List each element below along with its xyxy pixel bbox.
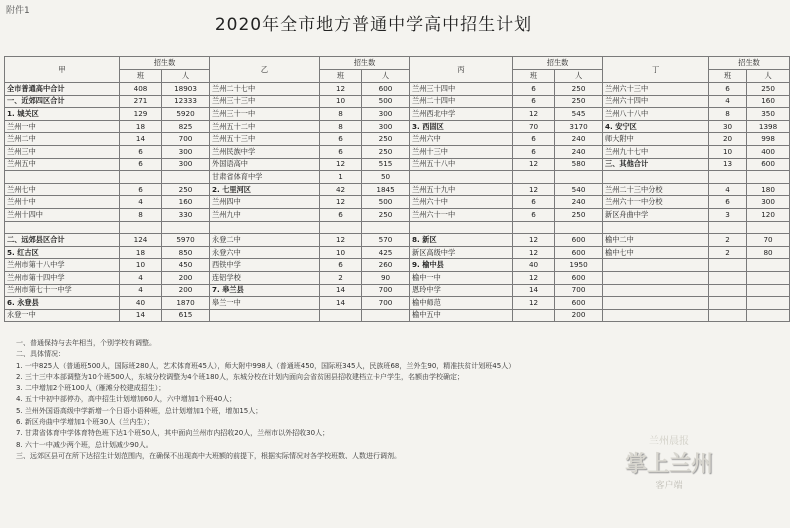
note-line: 1. 一中825人（普通班500人，国际班280人，艺术体育班45人），师大附中998人（普通班450，国际班345人，民族班68，兰外生90，精准扶贫计划班45人） <box>16 361 516 370</box>
number-cell: 600 <box>555 297 603 310</box>
number-cell: 1950 <box>555 259 603 272</box>
school-cell: 皋兰一中 <box>210 297 320 310</box>
school-cell: 兰州三十一中 <box>210 108 320 121</box>
table-row <box>5 259 790 272</box>
col-header: 招生数 <box>120 57 210 70</box>
school-cell: 兰州六十一中分校 <box>603 196 709 209</box>
number-cell: 5970 <box>162 234 210 247</box>
number-cell <box>747 259 790 272</box>
number-cell: 6 <box>513 95 555 108</box>
number-cell <box>320 309 362 322</box>
table-row <box>5 208 790 221</box>
number-cell: 500 <box>362 95 410 108</box>
number-cell: 6 <box>513 196 555 209</box>
number-cell <box>709 297 747 310</box>
number-cell: 998 <box>747 133 790 146</box>
school-cell: 兰州五十九中 <box>410 183 513 196</box>
number-cell: 6 <box>320 133 362 146</box>
col-header: 招生数 <box>513 57 603 70</box>
number-cell: 1398 <box>747 120 790 133</box>
number-cell: 540 <box>555 183 603 196</box>
number-cell: 300 <box>362 108 410 121</box>
number-cell: 450 <box>162 259 210 272</box>
number-cell <box>747 171 790 184</box>
number-cell: 12 <box>513 158 555 171</box>
sub-header: 人 <box>747 70 790 83</box>
number-cell: 12333 <box>162 95 210 108</box>
number-cell: 4 <box>120 196 162 209</box>
watermark-logo <box>610 426 728 516</box>
school-cell: 二、远郊县区合计 <box>5 234 120 247</box>
header-row <box>5 57 790 70</box>
col-header: 招生数 <box>709 57 790 70</box>
school-cell: 连铝学校 <box>210 271 320 284</box>
school-cell: 永登一中 <box>5 309 120 322</box>
number-cell <box>747 297 790 310</box>
school-cell: 外国语高中 <box>210 158 320 171</box>
number-cell: 700 <box>555 284 603 297</box>
table-row <box>5 297 790 310</box>
school-cell: 恩玲中学 <box>410 284 513 297</box>
number-cell <box>120 221 162 234</box>
school-cell: 榆中一中 <box>410 271 513 284</box>
number-cell: 12 <box>320 234 362 247</box>
number-cell <box>362 309 410 322</box>
number-cell: 425 <box>362 246 410 259</box>
number-cell: 6 <box>513 145 555 158</box>
number-cell: 350 <box>747 108 790 121</box>
school-cell <box>210 309 320 322</box>
number-cell: 120 <box>747 208 790 221</box>
number-cell: 240 <box>555 133 603 146</box>
school-cell: 兰州十中 <box>5 196 120 209</box>
note-line: 6. 新区舟曲中学增加1个班30人（兰内生）； <box>16 418 154 427</box>
number-cell: 10 <box>120 259 162 272</box>
table-row <box>5 183 790 196</box>
sub-header: 班 <box>513 70 555 83</box>
school-cell: 榆中师范 <box>410 297 513 310</box>
school-cell <box>603 284 709 297</box>
number-cell: 2 <box>709 246 747 259</box>
number-cell: 300 <box>747 196 790 209</box>
number-cell: 260 <box>362 259 410 272</box>
school-cell: 新区高级中学 <box>410 246 513 259</box>
school-cell: 新区舟曲中学 <box>603 208 709 221</box>
number-cell <box>513 171 555 184</box>
number-cell <box>162 171 210 184</box>
number-cell: 250 <box>555 208 603 221</box>
school-cell: 甘肃省体育中学 <box>210 171 320 184</box>
school-cell: 兰州七中 <box>5 183 120 196</box>
number-cell: 8 <box>120 208 162 221</box>
number-cell: 250 <box>362 208 410 221</box>
school-cell <box>410 171 513 184</box>
number-cell: 6 <box>709 83 747 96</box>
number-cell: 8 <box>320 120 362 133</box>
number-cell: 10 <box>709 145 747 158</box>
table-row <box>5 196 790 209</box>
watermark-text: 兰州晨报 <box>649 436 689 447</box>
note-line: 二、具体情况： <box>16 350 65 359</box>
school-cell: 兰州五中 <box>5 158 120 171</box>
number-cell: 600 <box>555 234 603 247</box>
number-cell: 12 <box>320 158 362 171</box>
number-cell: 200 <box>162 284 210 297</box>
number-cell: 70 <box>513 120 555 133</box>
number-cell: 1870 <box>162 297 210 310</box>
school-cell: 榆中五中 <box>410 309 513 322</box>
school-cell: 兰州五十八中 <box>410 158 513 171</box>
number-cell: 6 <box>513 133 555 146</box>
school-cell <box>603 171 709 184</box>
number-cell <box>747 221 790 234</box>
number-cell: 14 <box>513 284 555 297</box>
number-cell: 2 <box>709 234 747 247</box>
table-row <box>5 171 790 184</box>
number-cell: 14 <box>120 309 162 322</box>
school-cell: 6. 永登县 <box>5 297 120 310</box>
number-cell: 2 <box>320 271 362 284</box>
school-cell: 兰州六中 <box>410 133 513 146</box>
number-cell: 6 <box>320 208 362 221</box>
number-cell <box>747 284 790 297</box>
school-cell: 兰州五十二中 <box>210 120 320 133</box>
note-line: 4. 五十中初中部停办，高中招生计划增加60人，六中增加1个班40人； <box>16 395 237 404</box>
table-row <box>5 284 790 297</box>
attachment-label: 附件1 <box>6 6 30 16</box>
col-header: 丙 <box>410 57 513 83</box>
school-cell: 兰州市第七十一中学 <box>5 284 120 297</box>
table-row <box>5 246 790 259</box>
sub-header: 班 <box>709 70 747 83</box>
school-cell: 兰州六十中 <box>410 196 513 209</box>
number-cell: 6 <box>320 145 362 158</box>
number-cell: 3 <box>709 208 747 221</box>
school-cell: 兰州二十四中 <box>410 95 513 108</box>
number-cell: 160 <box>162 196 210 209</box>
sub-header: 班 <box>320 70 362 83</box>
number-cell: 14 <box>320 297 362 310</box>
number-cell: 271 <box>120 95 162 108</box>
number-cell <box>709 171 747 184</box>
number-cell: 13 <box>709 158 747 171</box>
number-cell: 3170 <box>555 120 603 133</box>
number-cell: 600 <box>555 271 603 284</box>
number-cell: 14 <box>120 133 162 146</box>
note-line: 3. 二中增加2个班100人（雁滩分校建成招生）； <box>16 384 166 393</box>
number-cell: 250 <box>162 183 210 196</box>
school-cell: 兰州二十三中分校 <box>603 183 709 196</box>
number-cell <box>709 259 747 272</box>
number-cell: 12 <box>513 234 555 247</box>
number-cell: 580 <box>555 158 603 171</box>
number-cell: 1 <box>320 171 362 184</box>
school-cell: 兰州一中 <box>5 120 120 133</box>
number-cell: 6 <box>513 208 555 221</box>
number-cell: 160 <box>747 95 790 108</box>
school-cell: 兰州民族中学 <box>210 145 320 158</box>
number-cell: 300 <box>362 120 410 133</box>
table-row <box>5 145 790 158</box>
sub-header: 人 <box>555 70 603 83</box>
school-cell: 一、近郊四区合计 <box>5 95 120 108</box>
number-cell <box>709 221 747 234</box>
number-cell: 18903 <box>162 83 210 96</box>
number-cell: 6 <box>513 83 555 96</box>
col-header: 丁 <box>603 57 709 83</box>
number-cell: 600 <box>362 83 410 96</box>
number-cell: 124 <box>120 234 162 247</box>
number-cell: 700 <box>162 133 210 146</box>
school-cell <box>5 171 120 184</box>
school-cell: 5. 红古区 <box>5 246 120 259</box>
number-cell: 700 <box>362 284 410 297</box>
number-cell: 300 <box>162 158 210 171</box>
table-row <box>5 221 790 234</box>
number-cell: 250 <box>362 145 410 158</box>
watermark-brand: 掌上兰州 <box>624 452 713 477</box>
number-cell: 180 <box>747 183 790 196</box>
school-cell <box>603 297 709 310</box>
number-cell: 80 <box>747 246 790 259</box>
school-cell: 永登六中 <box>210 246 320 259</box>
number-cell <box>709 284 747 297</box>
school-cell: 兰州二十七中 <box>210 83 320 96</box>
number-cell <box>709 309 747 322</box>
number-cell: 200 <box>555 309 603 322</box>
number-cell: 40 <box>513 259 555 272</box>
note-line: 三、远郊区县可在所下达招生计划范围内，在确保不出现高中大班额的前提下，根据实际情况对各学校班数、人数进行调剂。 <box>16 451 401 460</box>
number-cell <box>709 271 747 284</box>
school-cell: 三、其他合计 <box>603 158 709 171</box>
school-cell: 兰州九中 <box>210 208 320 221</box>
school-cell: 兰州市第十四中学 <box>5 271 120 284</box>
number-cell: 10 <box>320 246 362 259</box>
number-cell: 6 <box>120 183 162 196</box>
number-cell: 18 <box>120 120 162 133</box>
number-cell: 6 <box>709 196 747 209</box>
number-cell: 12 <box>513 183 555 196</box>
table-row <box>5 120 790 133</box>
number-cell <box>362 221 410 234</box>
school-cell: 兰州九十七中 <box>603 145 709 158</box>
school-cell: 榆中七中 <box>603 246 709 259</box>
school-cell: 师大附中 <box>603 133 709 146</box>
number-cell <box>555 171 603 184</box>
school-cell <box>410 221 513 234</box>
number-cell: 4 <box>120 284 162 297</box>
school-cell: 兰州三十四中 <box>410 83 513 96</box>
table-row <box>5 83 790 96</box>
school-cell: 兰州西北中学 <box>410 108 513 121</box>
number-cell: 6 <box>120 145 162 158</box>
number-cell <box>747 309 790 322</box>
number-cell: 14 <box>320 284 362 297</box>
school-cell: 全市普通高中合计 <box>5 83 120 96</box>
note-line: 8. 六十一中减少两个班，总计划减少90人。 <box>16 440 153 449</box>
number-cell: 300 <box>162 145 210 158</box>
number-cell: 250 <box>362 133 410 146</box>
number-cell <box>320 221 362 234</box>
number-cell: 515 <box>362 158 410 171</box>
number-cell: 30 <box>709 120 747 133</box>
number-cell: 240 <box>555 145 603 158</box>
number-cell: 42 <box>320 183 362 196</box>
school-cell: 7. 皋兰县 <box>210 284 320 297</box>
school-cell: 西铁中学 <box>210 259 320 272</box>
school-cell: 4. 安宁区 <box>603 120 709 133</box>
sub-header: 班 <box>120 70 162 83</box>
number-cell <box>162 221 210 234</box>
school-cell: 兰州五十三中 <box>210 133 320 146</box>
table-row <box>5 133 790 146</box>
number-cell: 500 <box>362 196 410 209</box>
number-cell: 6 <box>120 158 162 171</box>
school-cell <box>5 221 120 234</box>
school-cell: 兰州三中 <box>5 145 120 158</box>
number-cell: 12 <box>320 83 362 96</box>
number-cell: 400 <box>747 145 790 158</box>
enrollment-table <box>4 56 790 322</box>
number-cell: 850 <box>162 246 210 259</box>
table-row <box>5 158 790 171</box>
note-line: 7. 甘肃省体育中学体育特色班下达1个班50人，其中面向兰州市内招收20人，兰州市以外招收30人； <box>16 429 330 438</box>
number-cell: 8 <box>320 108 362 121</box>
number-cell: 240 <box>555 196 603 209</box>
number-cell <box>513 309 555 322</box>
number-cell: 600 <box>555 246 603 259</box>
number-cell: 70 <box>747 234 790 247</box>
school-cell: 9. 榆中县 <box>410 259 513 272</box>
school-cell: 兰州六十四中 <box>603 95 709 108</box>
sub-header: 人 <box>362 70 410 83</box>
number-cell: 250 <box>555 83 603 96</box>
number-cell: 18 <box>120 246 162 259</box>
number-cell: 40 <box>120 297 162 310</box>
number-cell: 200 <box>162 271 210 284</box>
number-cell <box>555 221 603 234</box>
table-row <box>5 271 790 284</box>
number-cell: 4 <box>709 95 747 108</box>
school-cell <box>603 221 709 234</box>
number-cell: 20 <box>709 133 747 146</box>
number-cell: 825 <box>162 120 210 133</box>
school-cell: 1. 城关区 <box>5 108 120 121</box>
school-cell: 兰州四中 <box>210 196 320 209</box>
number-cell: 545 <box>555 108 603 121</box>
school-cell: 兰州六十三中 <box>603 83 709 96</box>
table-row <box>5 234 790 247</box>
table-row <box>5 309 790 322</box>
school-cell: 2. 七里河区 <box>210 183 320 196</box>
school-cell <box>210 221 320 234</box>
number-cell: 600 <box>747 158 790 171</box>
number-cell: 250 <box>747 83 790 96</box>
number-cell <box>747 271 790 284</box>
school-cell: 3. 西固区 <box>410 120 513 133</box>
note-line: 2. 三十三中本部调整为10个班500人，东城分校调整为4个班180人，东城分校在计划内面向会省贫困县招收建档立卡户学生，名额由学校确定； <box>16 372 464 381</box>
number-cell: 8 <box>709 108 747 121</box>
number-cell: 50 <box>362 171 410 184</box>
school-cell <box>603 271 709 284</box>
school-cell: 兰州市第十八中学 <box>5 259 120 272</box>
school-cell <box>603 309 709 322</box>
school-cell: 兰州十四中 <box>5 208 120 221</box>
col-header: 招生数 <box>320 57 410 70</box>
number-cell: 700 <box>362 297 410 310</box>
number-cell: 12 <box>513 108 555 121</box>
school-cell: 兰州十三中 <box>410 145 513 158</box>
school-cell: 兰州三十三中 <box>210 95 320 108</box>
school-cell: 榆中二中 <box>603 234 709 247</box>
number-cell: 1845 <box>362 183 410 196</box>
table-row <box>5 108 790 121</box>
note-line: 一、普通保持与去年相当，个别学校有调整。 <box>16 339 156 347</box>
table-row <box>5 95 790 108</box>
number-cell: 615 <box>162 309 210 322</box>
school-cell: 兰州二中 <box>5 133 120 146</box>
number-cell: 330 <box>162 208 210 221</box>
watermark-sub: 客户端 <box>655 481 683 491</box>
number-cell: 250 <box>555 95 603 108</box>
number-cell: 129 <box>120 108 162 121</box>
col-header: 甲 <box>5 57 120 83</box>
number-cell: 12 <box>513 271 555 284</box>
note-line: 5. 兰州外国语高级中学新增一个日语小语种班，总计划增加1个班，增加15人； <box>16 406 263 415</box>
number-cell: 12 <box>513 297 555 310</box>
number-cell: 10 <box>320 95 362 108</box>
number-cell: 5920 <box>162 108 210 121</box>
number-cell: 4 <box>709 183 747 196</box>
school-cell: 永登二中 <box>210 234 320 247</box>
col-header: 乙 <box>210 57 320 83</box>
number-cell <box>513 221 555 234</box>
school-cell: 兰州六十一中 <box>410 208 513 221</box>
number-cell: 12 <box>513 246 555 259</box>
number-cell: 6 <box>320 259 362 272</box>
document-title: 2020年全市地方普通中学高中招生计划 <box>214 15 533 35</box>
number-cell: 4 <box>120 271 162 284</box>
number-cell <box>120 171 162 184</box>
school-cell <box>603 259 709 272</box>
number-cell: 570 <box>362 234 410 247</box>
number-cell: 12 <box>320 196 362 209</box>
number-cell: 90 <box>362 271 410 284</box>
sub-header: 人 <box>162 70 210 83</box>
school-cell: 8. 新区 <box>410 234 513 247</box>
school-cell: 兰州八十八中 <box>603 108 709 121</box>
number-cell: 408 <box>120 83 162 96</box>
